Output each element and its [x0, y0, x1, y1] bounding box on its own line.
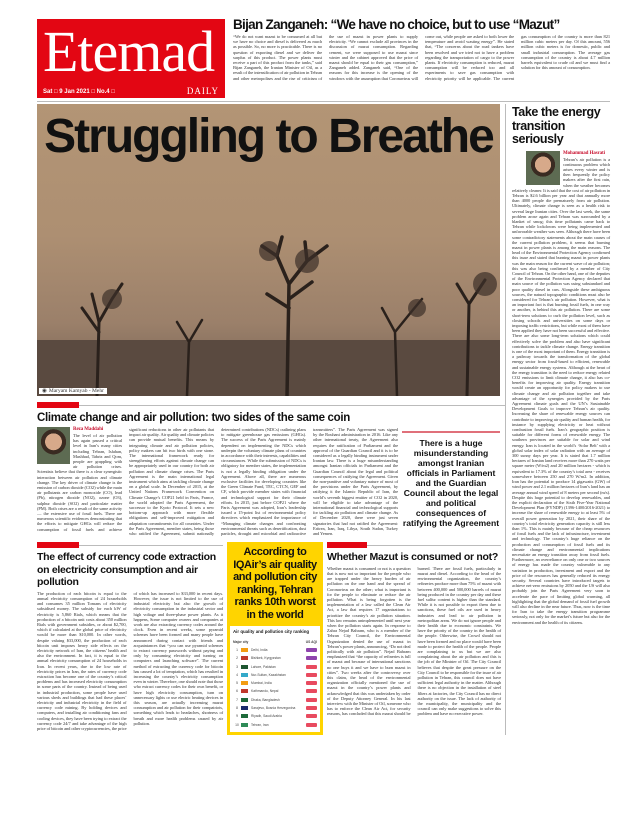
currency-body: The production of each bitcoin is equal to the annual electricity consumption of 24 households and consumes 35 million Tomans of electricity subsidised money. The subsidy for each kW of electricity is 5,860 Rials, which means that the production of a bitcoin unit costs about 350 million Rials with government subsidies, or about $2,700, which if calculated at the global price of electricity would be more than $10,000. In other words, despite valuing $33,000, the production of each bitcoin unit imposes heavy side effects on the electricity network of Iran, the citizens’ health and also the environment. In fact, it is equal to the annual electricity consumption of 24 households in Iran. In recent years, due to the low rate of electricity prices in Iran, the rates of currency code extraction has become one of the country’s critical problems and has increased electricity consumption in some parts of the country. Instead of being used in industrial production, some people have used various sheds and buildings that had these places’ electricity and industrial electricity in the field of currency code mining. By holding devices and computers, and installing air conditioning fans and cooling devices, they have been trying to extract the currency code 24/7 and take advantage of the high price of bitcoin and other cryptocurrencies, the price of which has increased to $33,000 in recent days. However, the issue is not limited to the use of industrial electricity but also the growth of electricity consumption in the industrial sector and high voltage and three-phase power plants. As it happens, Some computer owners and companies at work are also extracting currency codes around the clock. Even in recent weeks, some pyramid schemes have been formed and many people have announced during contact with friends and acquaintances that “you can use pyramid schemes to extract currency passwords without paying and only by consuming electricity and turning on computers and launching software”. The current method of extracting the currency code for bitcoin has caused a lot of temptation, which has resulted in increasing the country’s electricity consumption even in winter. Therefore, one should note that those who extract currency codes for their own benefit, or have high electricity consumption, turn on unnecessary lights or use electric heating devices in this season, are actually increasing mazut consumption and air pollution for their compatriots, something which leads to headaches, shortness of breath and more health problems caused by air pollution. [37, 590, 223, 732]
column-header-aqi: US AQI [305, 639, 317, 644]
ranking-row [233, 654, 317, 662]
ranking-row [233, 712, 317, 720]
country-flag-icon [241, 706, 248, 710]
ranking-row [233, 687, 317, 695]
pull-quote-column [402, 427, 500, 528]
mazut-headline: Whether Mazut is consumed or not? [327, 551, 498, 564]
rank: 8 [236, 705, 238, 710]
aqi-level-badge [306, 723, 317, 727]
city-name: Mumbai, India [251, 681, 272, 686]
aqi-level-badge [306, 706, 317, 710]
climate-author: Reza Maddahi [73, 427, 104, 432]
climate-headline: Climate change and air pollution: two sides of the same coin [37, 412, 350, 424]
climate-body: The level of air pollution has again passed a critical level in Iran’s many cities including Tehran, Isfahan, Mashhad, Tabriz and Qom, people are grappling with air pollution crises. Scientists believe that there is a clear synergistic interaction between air pollution and climate change. The key driver of climate change is the emission of carbon dioxide (CO2) while the main air pollutants are carbon monoxide (CO), lead (Pb), nitrogen dioxide (NO2), ozone (O3), sulphur dioxide (SO2) and particulate matter (PM). Both crises are a result of the same activity — the extensive use of fossil fuels. There are numerous scientific evidences demonstrating that the efforts to mitigate GHGs will reduce the consumption of fossil fuels and achieve significant reductions in other air pollutants that impact air quality. Air quality and climate policies can provide mutual benefits. This means by integrating climate and air pollution policies, policy makers can hit two birds with one stone. The international framework ready for strengthening efforts against climate change can be appropriately used in our country for both air pollution and climate change crises. The Paris Agreement is the main international legal instrument which aims at tackling climate change on a global scale. In December of 2015, at the United Nations Framework Convention on Climate Change’s COP21 held in Paris, France, the world adopted the Paris Agreement, the successor to the Kyoto Protocol. It sets a new bottom-up approach with more flexible obligations and self-improved mitigation and adaptation commitments for all countries. Under the Paris Agreement, member states, being those who ratified the Agreement, submit nationally determined contributions (NDCs) outlining plans to mitigate greenhouse gas emissions (GHGs). The success of the Paris Agreement is mainly dependent on implementing the NDCs which underpin the voluntary climate plans of countries in accordance with their interests, capabilities and circumstances. While the submission of NDCs is obligatory for member states, the implementation is not a legally binding obligation under the Agreement. Above all, there are numerous exclusive facilities for developing countries like the Green Climate Fund, TEC, CTCN, GEF and CF, which provide member states with financial and technological support for their climate efforts. In 2015, just before COP21 where the Paris Agreement was adopted, Iran’s leadership issued a 15-point list of environmental policy directives which emphasized the importance of “Managing climate changes and confronting environmental threats such as desertification, dust particles, drought and microbial and radioactive transmitters”. The Paris Agreement was signed by the Rouhani administration in 2016. Like any other international treaty, the Agreement also requires the ratification of Parliament and the approval of the Guardian Council and it is to be considered as a legally binding instrument under Iranian law. There is a huge misunderstanding amongst Iranian officials in Parliament and the Guardian Council about the legal and political consequences of ratifying the Agreement. Given the non-punitive and voluntary nature of most of the provisions under the Paris Agreement, by ratifying it the Islamic Republic of Iran, the world’s seventh biggest emitter of CO2 in 2020, will be eligible to take advantage of the international financial and technological supports for tackling air pollution and climate change. As of December 2020, there were just seven signatories that had not ratified the Agreement: Eritrea, Iran, Iraq, Libya, South Sudan, Turkey and Yemen. [37, 427, 398, 537]
aqi-level-badge [306, 714, 317, 718]
ranking-row [233, 646, 317, 654]
main-headline: Struggling to Breathe [44, 110, 493, 163]
ranking-row [233, 671, 317, 679]
column-header-city: Major city [233, 639, 249, 644]
ranking-row [233, 662, 317, 670]
sidebar-author: Mohammad Hasrati [563, 150, 605, 156]
ranking-row [233, 696, 317, 704]
chart-header-row [233, 637, 317, 645]
pull-quote-rule [402, 431, 500, 433]
photo-credit-text: Maryam Kamyab - Mehr [48, 388, 104, 394]
aqi-ranking-chart [230, 626, 320, 731]
mazut-article [327, 542, 501, 716]
section-marker [37, 542, 223, 548]
city-name: Bishkek, Kyrgyzstan [251, 656, 281, 661]
lead-headline: Bijan Zanganeh: “We have no choice, but to use “Mazut” [233, 17, 560, 32]
lead-story [233, 17, 610, 81]
pull-quote: There is a huge misunderstanding amongst Iranian officials in Parliament and the Guardian Council about the legal and political consequences of ratifying the Agreement [402, 437, 500, 528]
city-name: Riyadh, Saudi Arabia [251, 714, 282, 719]
ranking-row [233, 679, 317, 687]
left-area [37, 104, 505, 735]
aqi-level-badge [306, 648, 317, 652]
city-name: Tehran, Iran [251, 722, 269, 727]
daily-label: DAILY [186, 86, 219, 96]
aqi-level-badge [306, 681, 317, 685]
rank: 6 [236, 689, 238, 694]
section-marker [37, 402, 505, 408]
rank: 3 [236, 664, 238, 669]
climate-article [37, 427, 505, 536]
sidebar-body-block [512, 151, 610, 625]
ranking-row [233, 720, 317, 728]
city-name: Delhi, India [251, 647, 268, 652]
main-photo [37, 104, 500, 396]
aqi-level-badge [306, 656, 317, 660]
rank: 2 [236, 656, 238, 661]
bottom-row [37, 542, 505, 734]
chart-title: Air quality and pollution city ranking [233, 629, 310, 635]
camera-icon: ◉ [42, 388, 47, 394]
city-name: Dhaka, Bangladesh [251, 697, 280, 702]
issue-date: Sat □ 9 Jan 2021 □ No.4 □ [43, 89, 115, 95]
city-name: Kathmandu, Nepal [251, 689, 279, 694]
newspaper-logo: Etemad [43, 19, 215, 84]
country-flag-icon [241, 681, 248, 685]
rank: 9 [236, 714, 238, 719]
sidebar [505, 104, 610, 735]
columnist-photo [526, 151, 560, 185]
sidebar-headline: Take the energy transition seriously [512, 105, 601, 146]
main-grid [37, 101, 610, 735]
country-flag-icon [241, 698, 248, 702]
sidebar-body: Tehran’s air pollution is a continuous problem which arises every winter and is then frequently the policy makers after the first rain, when the weather becomes relatively cleaner. It is said that the cost of air pollution in Tehran is $2.6 billion per year and that annually more than 4000 people die prematurely from air pollution. Ultimately, climate change is seen as a health risk to several large Iranian cities. Over the last week, the same problem arose again and Tehran was surrounded by a blanket of smog; this time pollutants came back to Tehran while lockdowns were being implemented and unfavorable weather was seen. Although there have been some contradictory statements about the main causes of the current pollution problem, it seems that burning mazut in power plants is among the main reasons. The head of the Environmental Protection Agency confirmed this issue and stated that burning mazut in power plants was the main reason for the current wave of air pollution; this was also being confirmed by a member of City Council of Tehran. On the other hand, one of the deputies of the Environmental Protection Agency declared that main source of the pollution was using substandard and poor quality diesel in cars. Alongside these ambiguous sources, the natural topographic conditions must also be considered for Tehran’s air pollution. However, what is an important fact is that burning fossil fuels, in one way or another, is behind this air pollution. There are some short-term solutions to curb the pollution level, such as closing schools and universities on some days or imposing traffic restrictions, but while most of them have been applied they have not been successful and effective. There are also some long-term solutions which could effectively solve the problem and also have significant contributions to tackle climate change. Energy transition is one of the most important of them. Energy transition is a pathway towards the transformation of the global energy sector from fossil-based to efficient, renewable and sustainable energy systems. Although at the heart of the energy transition is the need to reduce energy related CO2 emissions to limit climate change, it also has co-benefits for improving air quality. Energy transition would create an opportunity for policy makers to use climate change and air pollution together and take advantage of the synergies provided by the Paris Agreement climate goals and the UN’s Sustainable Development Goals to improve Tehran’s air quality. Increasing the share of renewable energy sources can contribute to improving air quality and human health, for instance by supplying electricity or heat without combustion fossil fuels. Iran’s geographic position is suitable for different forms of renewable energy. The southern provinces are suitable for solar and wind energy. Iran is located in the world’s ‘Solar Belt’ with a global solar index of solar radiation with an average of 300 sunny days per year. It is stated that 1.7 million hectares of Iranian land receives more than 270 watts per square meter (W/m2) and 20 million hectares - which is equivalent to 17.3% of the country’s total area - receives somewhere between 250 and 270 W/m2. In addition, Iran has the potential to produce 14 gigawatts (GW) of wind power and 2.1 million hectares of Iran’s land has an average annual wind speed of 8 meters per second (m/s). Despite this huge potential to develop renewables, and the explicit declaration of the Sixth Five-Year National Development Plan (FYNDP) (1396-1400/2016-2021) to increase the share of renewable energy to at least 5% of overall power generation by 2021, their share of the country’s total electricity generation capacity is still less than 1%. This is mainly because of the cheap resources of fossil fuels and the lack of infrastructure, investment and technology. The country’s huge reliance on the production and consumption of fossil fuels and its climate change and environmental implications necessitate an energy transition away from fossil fuels. Furthermore, an overreliance on only one or two sources of energy has made the country vulnerable to any variation in production, investment and export and the price of the resources has generally reduced its energy security. Several countries have introduced targets to achieve net-zero emissions by 2050 and the US will also probably join the Paris Agreement very soon to accelerate the pace of limiting global warming, all highlighting that the global demand of fossil fuel growth will also decline in the near future. Thus, now is the time for Iran to take the energy transition programme seriously, not only for the market’s future but also for the environment and the health of its citizens. [512, 156, 610, 625]
country-flag-icon [241, 665, 248, 669]
country-flag-icon [241, 689, 248, 693]
infobox [227, 542, 323, 734]
climate-body-columns [37, 427, 398, 536]
aqi-level-badge [306, 673, 317, 677]
country-flag-icon [241, 648, 248, 652]
infobox-text: According to IQAir’s air quality and pollution city ranking, Tehran ranks 10th worst in the world [233, 546, 317, 621]
rank: 7 [236, 697, 238, 702]
aqi-level-badge [306, 689, 317, 693]
ranking-row [233, 704, 317, 712]
mazut-body: Whether mazut is consumed or not is a question that is now not so important for the people who are trapped under the heavy burden of air pollution on the one hand and the spread of Coronavirus on the other; what is important is for the people to eliminate or reduce the air pollution. What is being forgotten is the implementation of a law called the Clean Air Act, a law that requires 17 organizations to prioritize the country’s air pollution situation. This law remains unimplemented until next year when the pollution starts again. In response to Zahra Nejad Bahram, who is a member of the Tehran City Council, the Environmental Organization denied the use of mazut in Tehran’s power plants, announcing, “Do not deal politically with air pollution”. Nejad Bahram emphasized that “the capacity of refineries is full of mazut and because of international sanctions no one buys it and we have to burn mazut in cities”. Two weeks after the controversy over this claim, the head of the environmental organization officially mentioned the use of mazut in the country’s power plants and acknowledged that this was undertaken by order of the Deputy Attorney General. In his last interview with the Minister of Oil, someone who has to enforce the Clean Air Act, for security reasons, has concluded that this mazut should be burned. There are fossil fuels, particularly in mazut and diesel. According to the head of the environmental organization, the country’s refineries produce more than 75% of mazut with between 400,000 and 500,000 barrels of mazut being produced in the country per day and these fuel sulfur content is higher than the standard. While it is not possible to export them due to sanctions, these fuel oils are used in heavy industries and lead to air pollution in metropolitan areas. We do not ignore people and their health due to economic constraints. We have the priority of the country in the health of the people. Otherwise, the Crowd should not have been formed and no place would have been made to protect the health of the people. People are complaining to us but we are also complaining about the air pollution and this is the job of the Minister of Oil. The City Council believes that despite the great pressure on the City Council to be responsible for the issue of air pollution in Tehran, this council does not have sufficient legal authority in the matter. Although there is no objection in the installation of steel filters at factories, the City Council has no direct authority on the issue. The lack of authority of the municipality, the municipality and the council can only make suggestions to solve this problem and have no executive power. [327, 565, 502, 717]
city-name: Lahore, Pakistan [251, 664, 276, 669]
rank: 4 [236, 672, 238, 677]
lead-body: “We do not want mazut to be consumed at all but we have no choice and diesel is delivered as much as possible. So, no more is practicable. There is no question of exporting diesel and we deliver the surplus of this product. The power plants must receive a part of this product from the tanks,” said Bijan Zanganeh, the Iranian Minister of Oil, as a result of the intensification of air pollution in Tehran and other metropolises and the rise of criticism of the use of mazut in power plants to supply electricity. “We cannot exclude all provinces in the discussion of mazut consumption. Regarding cement, we were supposed to use mazut since winter and the cabinet approved that the price of mazut should be equal to their gas consumption,” Zanganeh added. Zanganeh said, “One of the reasons for this increase is the opening of the windows with the assumption that Coronavirus will come out, while people are asked to both lower the temperature and avoid wasting energy”. He stated that, “The concerns about the road tankers have been resolved and we tried not to have a problem regarding the transportation of cargo to the power plants. If electricity consumption is reduced, mazut consumption will be reduced too and all experiments to save gas consumption with electricity priority will be applicable. The current gas consumption of the country is more than 821 million cubic meters per day. Of this amount, 556 million cubic meters is for domestic, public and small industrial consumption. The average gas consumption of the country is about 4.7 million barrels equivalent to crude oil and we must find a solution for this amount of consumption. [233, 34, 610, 81]
photo-credit [39, 388, 107, 394]
currency-headline: The effect of currency code extraction on electricity consumption and air pollution [37, 551, 216, 589]
currency-article [37, 542, 223, 731]
country-flag-icon [241, 673, 248, 677]
masthead [37, 19, 225, 98]
rank: 1 [236, 647, 238, 652]
section-marker [327, 542, 501, 548]
country-flag-icon [241, 656, 248, 660]
ranking-rows [233, 646, 317, 729]
country-flag-icon [241, 714, 248, 718]
author-photo [37, 427, 70, 464]
rank: 10 [235, 722, 239, 727]
top-row [37, 17, 610, 98]
country-flag-icon [241, 723, 248, 727]
aqi-level-badge [306, 698, 317, 702]
front-page [37, 0, 610, 735]
city-name: Sarajevo, Bosnia Herzegovina [251, 705, 296, 710]
city-name: Nur-Sultan, Kazakhstan [251, 672, 286, 677]
rank: 5 [236, 681, 238, 686]
aqi-level-badge [306, 665, 317, 669]
